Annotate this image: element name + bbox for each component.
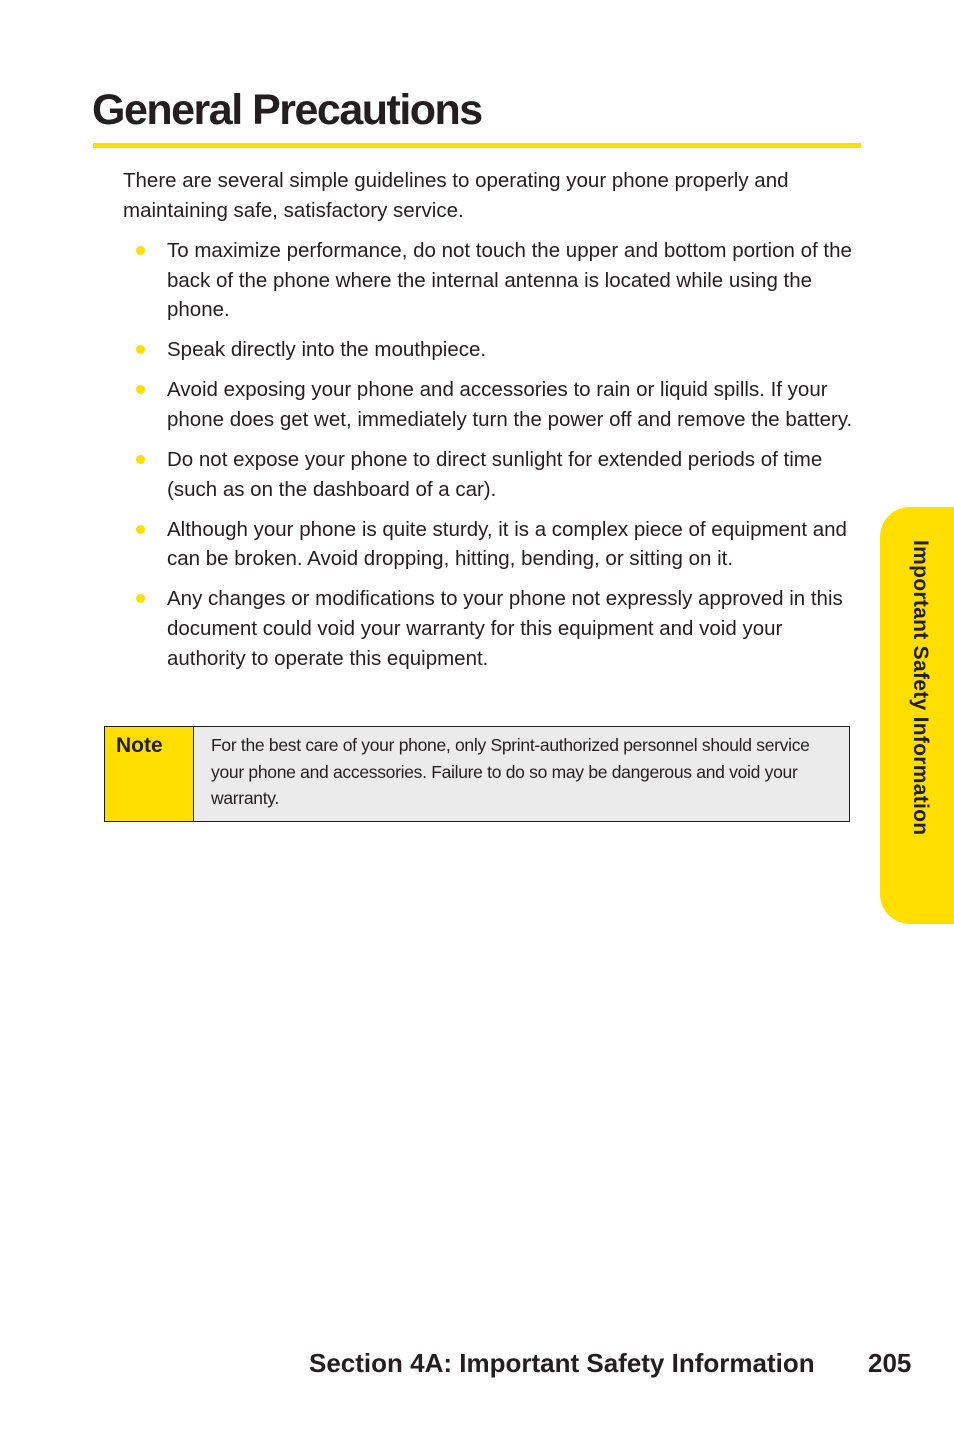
- list-item: [123, 515, 863, 574]
- bullet-icon: [136, 246, 145, 255]
- intro-paragraph: There are several simple guidelines to operating your phone properly and maintaining safe, satisfactory service.: [123, 169, 789, 222]
- list-item-text: Avoid exposing your phone and accessories to rain or liquid spills. If your phone does get wet, immediately turn the power off and remove the battery.: [167, 378, 853, 431]
- list-item: [123, 236, 863, 325]
- precautions-list: [123, 236, 863, 684]
- bullet-icon: [136, 345, 145, 354]
- list-item-text: Speak directly into the mouthpiece.: [167, 338, 487, 362]
- side-tab-label: Important Safety Information: [909, 540, 932, 836]
- list-item: [123, 584, 863, 673]
- note-text: For the best care of your phone, only Sprint-authorized personnel should service your phone and accessories. Failure to do so may be dangerous and void your warranty.: [211, 735, 810, 808]
- list-item-text: To maximize performance, do not touch the upper and bottom portion of the back of the phone where the internal antenna is located while using the phone.: [167, 239, 852, 322]
- title-divider: [93, 143, 861, 148]
- footer-section-title: Section 4A: Important Safety Information: [309, 1348, 815, 1378]
- list-item-text: Any changes or modifications to your phone not expressly approved in this document could void your warranty for this equipment and void your authority to operate this equipment.: [167, 587, 843, 670]
- list-item: [123, 375, 863, 434]
- list-item-text: Do not expose your phone to direct sunlight for extended periods of time (such as on the dashboard of a car).: [167, 448, 823, 501]
- page-title: General Precautions: [92, 86, 482, 134]
- bullet-icon: [136, 385, 145, 394]
- note-label: Note: [105, 727, 194, 821]
- page-number: 205: [868, 1348, 912, 1378]
- list-item: [123, 335, 863, 365]
- list-item-text: Although your phone is quite sturdy, it is a complex piece of equipment and can be broken. Avoid dropping, hitting, bending, or sitting on it.: [167, 517, 847, 571]
- note-box: [104, 726, 850, 822]
- bullet-icon: [136, 594, 145, 603]
- bullet-icon: [136, 455, 145, 464]
- list-item: [123, 445, 863, 504]
- bullet-icon: [136, 525, 145, 534]
